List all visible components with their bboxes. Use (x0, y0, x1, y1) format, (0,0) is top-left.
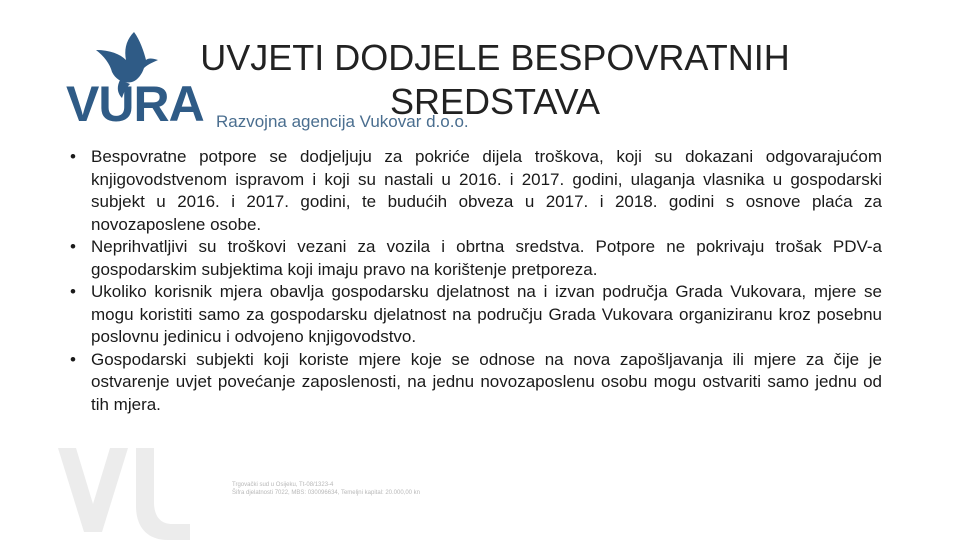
bullet-marker: • (70, 349, 76, 369)
bullet-text: Gospodarski subjekti koji koriste mjere koje se odnose na nova zapošljavanja ili mjere za čije je ostvarenje uvjet povećanje zaposlenosti, na jednu novozaposlenu osobu mogu ostvariti samo jednu od tih mjera. (91, 349, 882, 414)
bullet-marker: • (70, 147, 76, 166)
list-item (70, 349, 882, 417)
bullet-marker: • (70, 237, 76, 256)
list-item (70, 236, 882, 281)
bullet-list (70, 146, 882, 416)
logo-subtitle: Razvojna agencija Vukovar d.o.o. (216, 112, 469, 131)
bullet-text: Ukoliko korisnik mjera obavlja gospodarsku djelatnost na i izvan područja Grada Vukovara, mjere se mogu koristiti samo za gospodarsku djelatnost na području Grada Vukovara organiziranu kroz posebnu poslovnu jedinicu i odvojeno knjigovodstvo. (91, 282, 882, 346)
bullet-text: Bespovratne potpore se dodjeljuju za pokriće dijela troškova, koji su dokazani odgovarajućom knjigovodstvenom ispravom i koji su nastali u 2016. i 2017. godini, ulaganja vlasnika u gospodarski subjekt u 2016. i 2017. godini, te budućih obveza u 2017. i 2018. godini s osnove plaća za novozaposlene osobe. (91, 147, 882, 234)
legal-info (232, 481, 472, 497)
list-item (70, 281, 882, 349)
bullet-marker: • (70, 282, 76, 301)
legal-line-2: Šifra djelatnosti 7022, MBS: 030096634, Temeljni kapital: 20.000,00 kn (232, 490, 421, 496)
list-item (70, 146, 882, 236)
logo-wordmark: VURA (66, 76, 204, 132)
legal-line-1: Trgovački sud u Osijeku, Tt-08/1323-4 (232, 482, 334, 488)
watermark-logo (40, 440, 190, 540)
page-title: UVJETI DODJELE BESPOVRATNIH SREDSTAVA (200, 37, 790, 122)
bullet-text: Neprihvatljivi su troškovi vezani za vozila i obrtna sredstva. Potpore ne pokrivaju trošak PDV-a gospodarskim subjektima koji imaju pravo na korištenje pretporeza. (91, 237, 882, 279)
